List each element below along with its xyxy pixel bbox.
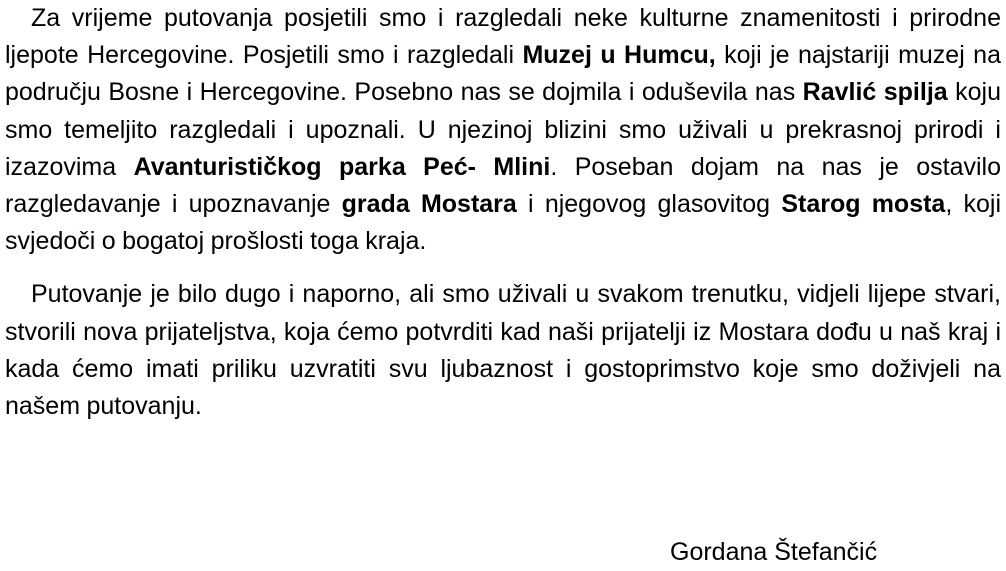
bold-text-muzej-u-humcu: Muzej u Humcu,: [522, 41, 716, 70]
bold-text-grada-mostara: grada Mostara: [341, 190, 517, 219]
text-run: Putovanje je bilo dugo i naporno, ali smo uživali u svakom trenutku, vidjeli lijepe stvari, stvorili nova prijateljstva, koja ćemo potvrditi kad naši prijatelji iz Mostara dođu u naš kraj i kada ćemo imati priliku uzvratiti svu ljubaznost i gostoprimstvo koje smo doživjeli na našem putovanju.: [5, 280, 1001, 421]
text-run: . Poseban dojam na nas je ostavilo razgledavanje i upoznavanje: [5, 152, 1001, 219]
text-run: i njegovog glasovitog: [516, 190, 782, 219]
text-run: koji je najstariji muzej na području Bosne i Hercegovine. Posebno nas se dojmila i oduševila nas: [5, 41, 1001, 107]
document-body: [5, 0, 1001, 425]
text-run: , koji svjedoči o bogatoj prošlosti toga kraja.: [5, 190, 1002, 256]
paragraph-1: [5, 0, 1001, 260]
bold-text-avanturisticki-park: Avanturističkog parka Peć- Mlini: [133, 152, 551, 181]
bold-text-starog-mosta: Starog mosta: [781, 190, 946, 219]
author-signature: Gordana Štefančić: [670, 538, 878, 566]
text-run: Za vrijeme putovanja posjetili smo i razgledali neke kulturne znamenitosti i prirodne ljepote Hercegovine. Posjetili smo i razgledali: [5, 4, 1001, 70]
text-run: koju smo temeljito razgledali i upoznali. U njezinoj blizini smo uživali u prekrasnoj prirodi i izazovima: [5, 78, 1001, 181]
bold-text-ravlic-spilja: Ravlić spilja: [802, 78, 948, 107]
paragraph-2: [5, 276, 1001, 425]
